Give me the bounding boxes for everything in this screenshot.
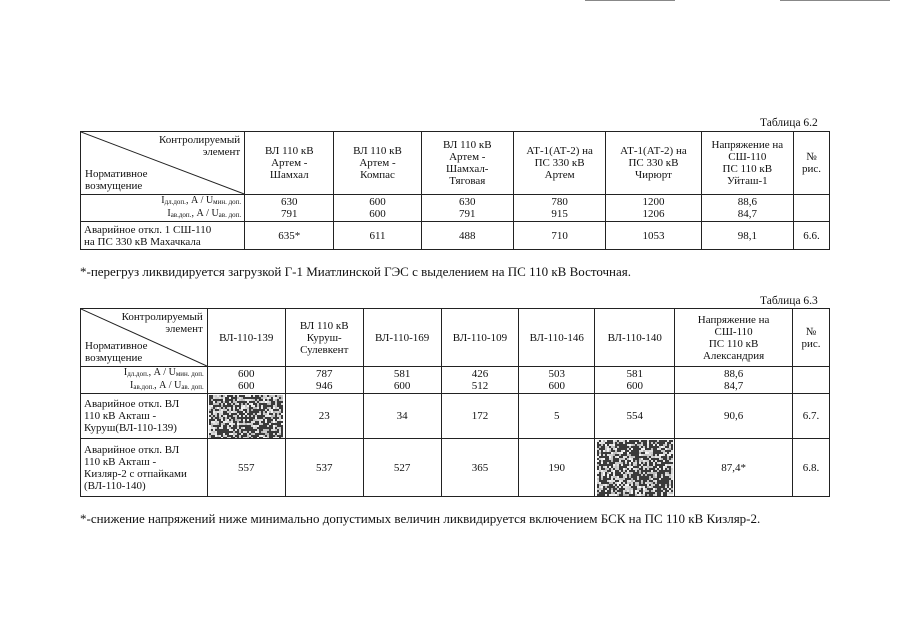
- table-row: [81, 222, 830, 250]
- header-controlled: Контролируемый: [121, 311, 203, 323]
- column-header: ВЛ 110 кВ Куруш- Сулевкент: [285, 309, 363, 367]
- header-controlled: Контролируемый: [158, 134, 241, 146]
- value-cell: 172: [441, 394, 519, 439]
- scan-artifact: [585, 0, 675, 1]
- header-disturbance: возмущение: [85, 180, 143, 192]
- noise-block: [597, 440, 673, 496]
- header-normative: Нормативное: [85, 340, 148, 352]
- limits-label: Iдл.доп., А / Uмин. доп. Iав.доп., А / Uав. доп.: [81, 367, 208, 394]
- value-cell: 537: [285, 439, 363, 497]
- figure-number: 6.6.: [794, 222, 830, 250]
- limit-cell: 581 600: [595, 367, 675, 394]
- limit-cell-empty: [794, 195, 830, 222]
- value-cell: 611: [334, 222, 421, 250]
- figure-number: 6.7.: [792, 394, 829, 439]
- table-6-3: [80, 308, 830, 497]
- limit-cell: 503 600: [519, 367, 595, 394]
- value-cell: 98,1: [701, 222, 793, 250]
- scan-artifact: [780, 0, 890, 1]
- column-header: ВЛ 110 кВ Артем - Компас: [334, 132, 421, 195]
- column-header: Напряжение на СШ-110 ПС 110 кВ Александрия: [675, 309, 793, 367]
- value-cell: 710: [513, 222, 605, 250]
- header-diagonal-cell: [81, 132, 245, 195]
- limit-cell: 88,6 84,7: [701, 195, 793, 222]
- limit-cell: 780 915: [513, 195, 605, 222]
- column-header: № рис.: [794, 132, 830, 195]
- limits-label: Iдл.доп., А / Uмин. доп. Iав.доп., А / Uав. доп.: [81, 195, 245, 222]
- column-header: ВЛ-110-140: [595, 309, 675, 367]
- column-header: № рис.: [792, 309, 829, 367]
- noise-block: [209, 395, 283, 438]
- value-cell: 23: [285, 394, 363, 439]
- redacted-cell: [207, 394, 285, 439]
- value-cell: 5: [519, 394, 595, 439]
- table-row: [81, 394, 830, 439]
- value-cell: 190: [519, 439, 595, 497]
- column-header: ВЛ-110-139: [207, 309, 285, 367]
- limit-cell: 581 600: [363, 367, 441, 394]
- limit-cell: 426 512: [441, 367, 519, 394]
- header-element: элемент: [165, 323, 203, 335]
- column-header: ВЛ 110 кВ Артем - Шамхал: [245, 132, 334, 195]
- value-cell: 34: [363, 394, 441, 439]
- column-header: АТ-1(АТ-2) на ПС 330 кВ Артем: [513, 132, 605, 195]
- column-header: ВЛ 110 кВ Артем - Шамхал- Тяговая: [421, 132, 513, 195]
- row-label: Аварийное откл. ВЛ 110 кВ Акташ - Куруш(ВЛ-110-139): [81, 394, 208, 439]
- header-diagonal-cell: [81, 309, 208, 367]
- value-cell: 554: [595, 394, 675, 439]
- limit-cell: 630 791: [245, 195, 334, 222]
- value-cell: 90,6: [675, 394, 793, 439]
- limit-cell-empty: [792, 367, 829, 394]
- value-cell: 1053: [606, 222, 701, 250]
- header-normative: Нормативное: [85, 168, 148, 180]
- value-cell: 557: [207, 439, 285, 497]
- value-cell: 527: [363, 439, 441, 497]
- table-6-2: [80, 131, 830, 250]
- column-header: ВЛ-110-169: [363, 309, 441, 367]
- value-cell: 635*: [245, 222, 334, 250]
- value-cell: 488: [421, 222, 513, 250]
- table-caption: Таблица 6.3: [760, 295, 818, 307]
- column-header: ВЛ-110-146: [519, 309, 595, 367]
- column-header: ВЛ-110-109: [441, 309, 519, 367]
- value-cell: 365: [441, 439, 519, 497]
- table-row: [81, 439, 830, 497]
- limit-cell: 600 600: [207, 367, 285, 394]
- row-label: Аварийное откл. ВЛ 110 кВ Акташ - Кизляр-2 с отпайками (ВЛ-110-140): [81, 439, 208, 497]
- table-caption: Таблица 6.2: [760, 117, 818, 129]
- table-note: *-перегруз ликвидируется загрузкой Г-1 Миатлинской ГЭС с выделением на ПС 110 кВ Восточная.: [80, 264, 632, 279]
- limit-cell: 1200 1206: [606, 195, 701, 222]
- header-disturbance: возмущение: [85, 352, 143, 364]
- table-note: *-снижение напряжений ниже минимально допустимых величин ликвидируется включением БСК на ПС 110 кВ Кизляр-2.: [80, 511, 761, 526]
- limit-cell: 787 946: [285, 367, 363, 394]
- redacted-cell: [595, 439, 675, 497]
- column-header: Напряжение на СШ-110 ПС 110 кВ Уйташ-1: [701, 132, 793, 195]
- value-cell: 87,4*: [675, 439, 793, 497]
- limit-cell: 600 600: [334, 195, 421, 222]
- figure-number: 6.8.: [792, 439, 829, 497]
- limit-cell: 630 791: [421, 195, 513, 222]
- column-header: АТ-1(АТ-2) на ПС 330 кВ Чирюрт: [606, 132, 701, 195]
- row-label: Аварийное откл. 1 СШ-110 на ПС 330 кВ Махачкала: [81, 222, 245, 250]
- limit-cell: 88,6 84,7: [675, 367, 793, 394]
- header-element: элемент: [202, 146, 241, 158]
